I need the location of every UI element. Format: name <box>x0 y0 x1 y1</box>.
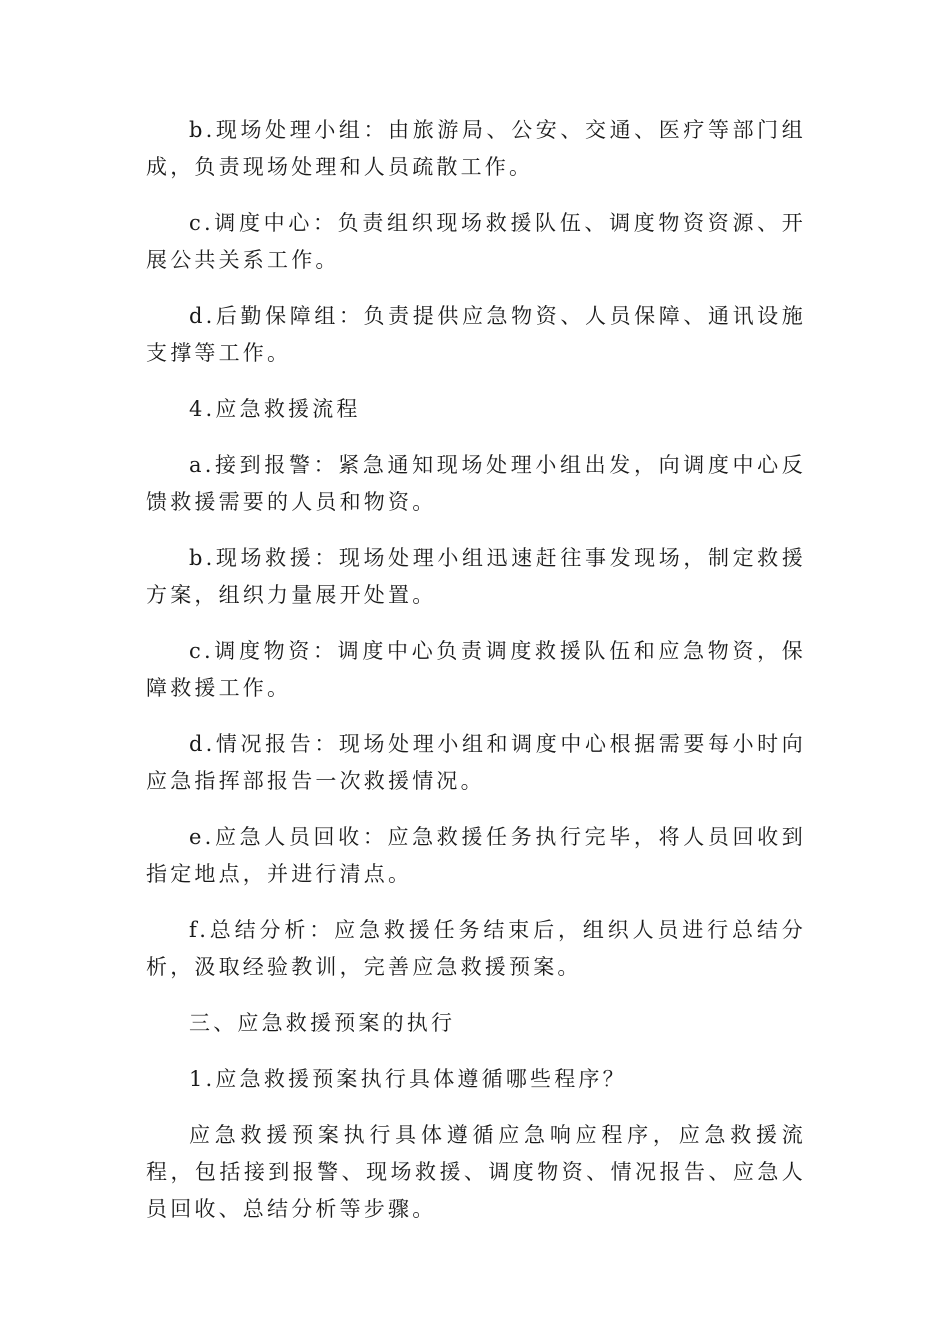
paragraph-receive-alarm: a.接到报警：紧急通知现场处理小组出发，向调度中心反馈救援需要的人员和物资。 <box>146 453 806 514</box>
paragraph-field-team: b.现场处理小组：由旅游局、公安、交通、医疗等部门组成，负责现场处理和人员疏散工作。 <box>146 118 806 179</box>
section-heading-plan-execution: 三、应急救援预案的执行 <box>189 1011 456 1035</box>
question-execution-procedures: 1.应急救援预案执行具体遵循哪些程序？ <box>189 1067 627 1091</box>
paragraph-personnel-recall: e.应急人员回收：应急救援任务执行完毕，将人员回收到指定地点，并进行清点。 <box>146 825 806 886</box>
section-heading-rescue-process: 4.应急救援流程 <box>189 397 361 421</box>
paragraph-dispatch-supplies: c.调度物资：调度中心负责调度救援队伍和应急物资，保障救援工作。 <box>146 639 806 700</box>
paragraph-situation-report: d.情况报告：现场处理小组和调度中心根据需要每小时向应急指挥部报告一次救援情况。 <box>146 732 806 793</box>
paragraph-dispatch-center: c.调度中心：负责组织现场救援队伍、调度物资资源、开展公共关系工作。 <box>146 211 806 272</box>
paragraph-field-rescue: b.现场救援：现场处理小组迅速赶往事发现场，制定救援方案，组织力量展开处置。 <box>146 546 806 607</box>
paragraph-summary-analysis: f.总结分析：应急救援任务结束后，组织人员进行总结分析，汲取经验教训，完善应急救援预案。 <box>146 918 806 979</box>
answer-execution-procedures: 应急救援预案执行具体遵循应急响应程序，应急救援流程，包括接到报警、现场救援、调度物资、情况报告、应急人员回收、总结分析等步骤。 <box>146 1123 806 1221</box>
paragraph-logistics-team: d.后勤保障组：负责提供应急物资、人员保障、通讯设施支撑等工作。 <box>146 304 806 365</box>
document-body <box>146 112 806 1247</box>
